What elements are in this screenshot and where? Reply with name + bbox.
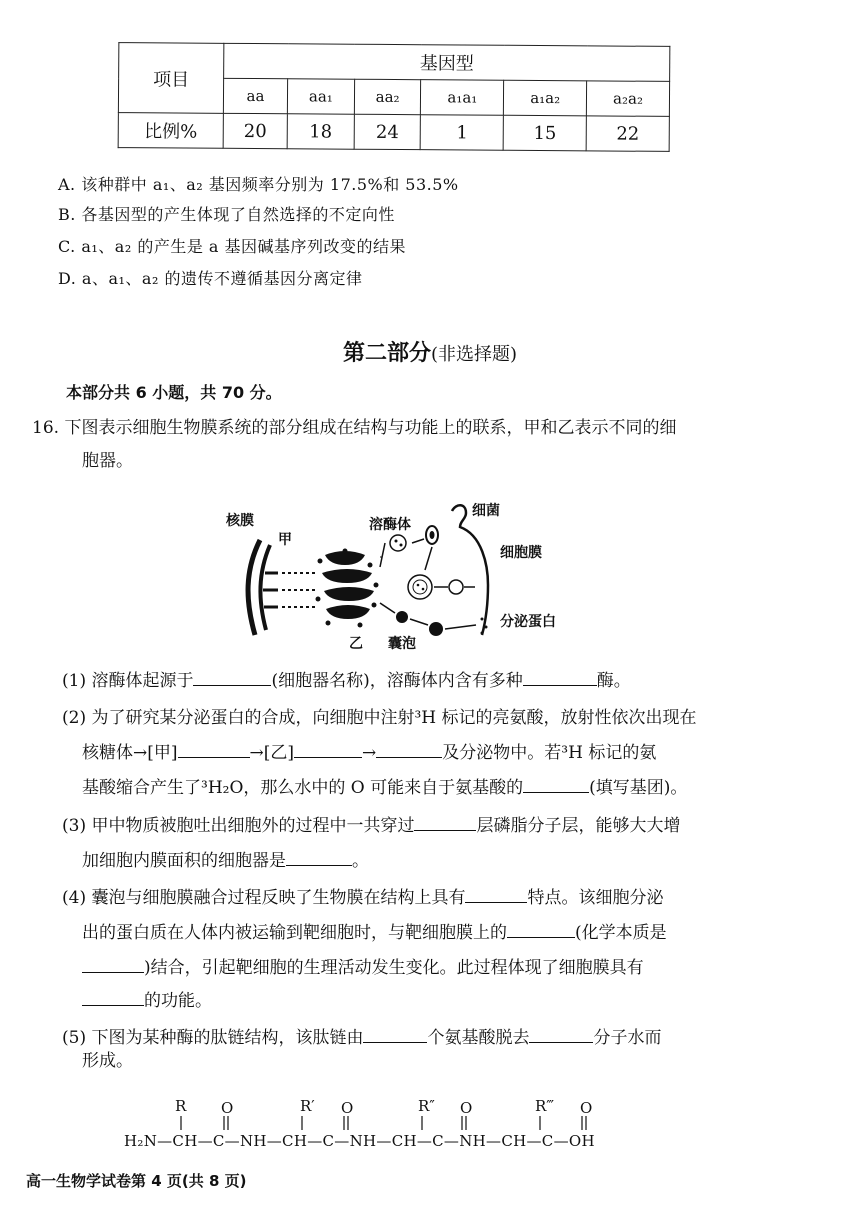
carbonyl-o-1: O — [221, 1099, 234, 1117]
blank-1b[interactable] — [523, 667, 597, 686]
subq1-text-a: (1) 溶酶体起源于 — [62, 671, 194, 691]
subq-4-line4 — [82, 985, 212, 1018]
genotype-cell: a₂a₂ — [586, 81, 669, 117]
subq3-text-c: 加细胞内膜面积的细胞器是 — [82, 851, 286, 871]
part-note: 本部分共 6 小题，共 70 分。 — [66, 383, 282, 402]
subq5-text-a: (5) 下图为某种酶的肽链结构，该肽链由 — [62, 1028, 364, 1048]
subq-5-line1 — [62, 1022, 661, 1055]
blank-4a[interactable] — [465, 884, 527, 903]
r-group-1: R — [175, 1097, 187, 1115]
blank-2a[interactable] — [178, 739, 250, 758]
carbonyl-o-3: O — [460, 1099, 473, 1117]
ratio-cell: 20 — [223, 113, 287, 148]
subq3-text-a: (3) 甲中物质被胞吐出细胞外的过程中一共穿过 — [62, 816, 415, 836]
subq3-text-b: 层磷脂分子层，能够大大增 — [476, 816, 681, 836]
peptide-bonds — [150, 1114, 610, 1134]
part-title — [0, 336, 860, 367]
carbonyl-o-4: O — [580, 1099, 593, 1117]
subq-2-line3 — [82, 772, 687, 805]
ratio-cell: 18 — [287, 114, 354, 149]
subq3-text-d: 。 — [352, 851, 369, 871]
ratio-cell: 24 — [354, 114, 421, 149]
blank-4b[interactable] — [507, 919, 575, 938]
subq-3-line2 — [82, 845, 369, 878]
subq-5-line2: 形成。 — [82, 1051, 133, 1071]
subq4-text-d: (化学本质是 — [575, 923, 667, 943]
ratio-cell: 22 — [586, 116, 669, 152]
q16-line2: 胞器。 — [82, 451, 133, 471]
q16-line1: 16. 下图表示细胞生物膜系统的部分组成在结构与功能上的联系，甲和乙表示不同的细 — [32, 418, 677, 438]
subq2-text-f: (填写基团)。 — [589, 778, 688, 798]
carbonyl-o-2: O — [341, 1099, 354, 1117]
table-header-genotype: 基因型 — [224, 43, 670, 81]
subq-3-line1 — [62, 810, 680, 843]
part-title-main: 第二部分 — [342, 341, 431, 366]
label-cell-membrane: 细胞膜 — [500, 545, 542, 561]
subq1-text-b: (细胞器名称)，溶酶体内含有多种 — [271, 671, 523, 691]
blank-3b[interactable] — [286, 847, 352, 866]
label-nuclear-membrane: 核膜 — [226, 513, 254, 529]
option-c: C. a₁、a₂ 的产生是 a 基因碱基序列改变的结果 — [58, 237, 407, 256]
blank-2b[interactable] — [294, 739, 362, 758]
table-row-label: 比例% — [118, 113, 223, 149]
label-vesicle: 囊泡 — [388, 636, 416, 652]
blank-2d[interactable] — [523, 774, 589, 793]
blank-2c[interactable] — [376, 739, 442, 758]
blank-5a[interactable] — [363, 1024, 427, 1043]
page-footer: 高一生物学试卷第 4 页(共 8 页) — [26, 1172, 247, 1190]
blank-5b[interactable] — [529, 1024, 593, 1043]
subq1-text-c: 酶。 — [596, 671, 631, 691]
subq2-text-e: 基酸缩合产生了³H₂O，那么水中的 O 可能来自于氨基酸的 — [82, 778, 524, 798]
label-secretory-protein: 分泌蛋白 — [500, 614, 556, 630]
subq-2-line2 — [82, 737, 656, 770]
subq5-text-c: 分子水而 — [593, 1028, 662, 1048]
blank-4d[interactable] — [82, 987, 144, 1006]
subq4-text-c: 出的蛋白质在人体内被运输到靶细胞时，与靶细胞膜上的 — [82, 923, 507, 943]
label-lysosome: 溶酶体 — [369, 517, 411, 533]
genotype-cell: aa — [223, 78, 287, 113]
option-a: A. 该种群中 a₁、a₂ 基因频率分别为 17.5%和 53.5% — [58, 175, 459, 194]
label-jia: 甲 — [278, 532, 292, 548]
table-header-item: 项目 — [118, 43, 223, 114]
subq2-text-b: →[乙] — [249, 743, 295, 763]
subq5-text-b: 个氨基酸脱去 — [427, 1028, 530, 1048]
blank-1a[interactable] — [193, 667, 271, 686]
subq4-text-f: 的功能。 — [144, 991, 212, 1011]
label-yi: 乙 — [349, 636, 363, 652]
subq2-text-c: → — [362, 743, 377, 763]
subq-2-line1: (2) 为了研究某分泌蛋白的合成，向细胞中注射³H 标记的亮氨酸，放射性依次出现在 — [62, 708, 697, 728]
blank-3a[interactable] — [414, 812, 476, 831]
part-subtitle: (非选择题) — [430, 344, 518, 365]
peptide-backbone: H₂N—CH—C—NH—CH—C—NH—CH—C—NH—CH—C—OH — [124, 1132, 595, 1150]
genotype-cell: aa₁ — [287, 79, 354, 114]
subq2-text-a: 核糖体→[甲] — [82, 743, 178, 763]
subq-4-line1 — [62, 882, 663, 915]
genotype-cell: a₁a₂ — [504, 80, 587, 116]
subq-4-line3 — [82, 952, 644, 985]
genotype-cell: a₁a₁ — [421, 80, 504, 116]
subq2-text-d: 及分泌物中。若³H 标记的氨 — [442, 743, 657, 763]
r-group-2: R′ — [300, 1097, 315, 1115]
subq-1 — [62, 665, 631, 698]
r-group-3: R″ — [418, 1097, 435, 1115]
subq4-text-e: )结合，引起靶细胞的生理活动发生变化。此过程体现了细胞膜具有 — [144, 958, 644, 978]
r-group-4: R‴ — [535, 1097, 555, 1115]
option-d: D. a、a₁、a₂ 的遗传不遵循基因分离定律 — [58, 269, 363, 288]
subq4-text-b: 特点。该细胞分泌 — [527, 888, 664, 908]
ratio-cell: 1 — [421, 115, 504, 151]
label-bacteria: 细菌 — [472, 503, 500, 519]
genotype-table — [118, 42, 671, 152]
option-b: B. 各基因型的产生体现了自然选择的不定向性 — [58, 205, 395, 224]
blank-4c[interactable] — [82, 954, 144, 973]
genotype-cell: aa₂ — [354, 79, 421, 114]
subq-4-line2 — [82, 917, 667, 950]
ratio-cell: 15 — [503, 115, 586, 151]
subq4-text-a: (4) 囊泡与细胞膜融合过程反映了生物膜在结构上具有 — [62, 888, 466, 908]
